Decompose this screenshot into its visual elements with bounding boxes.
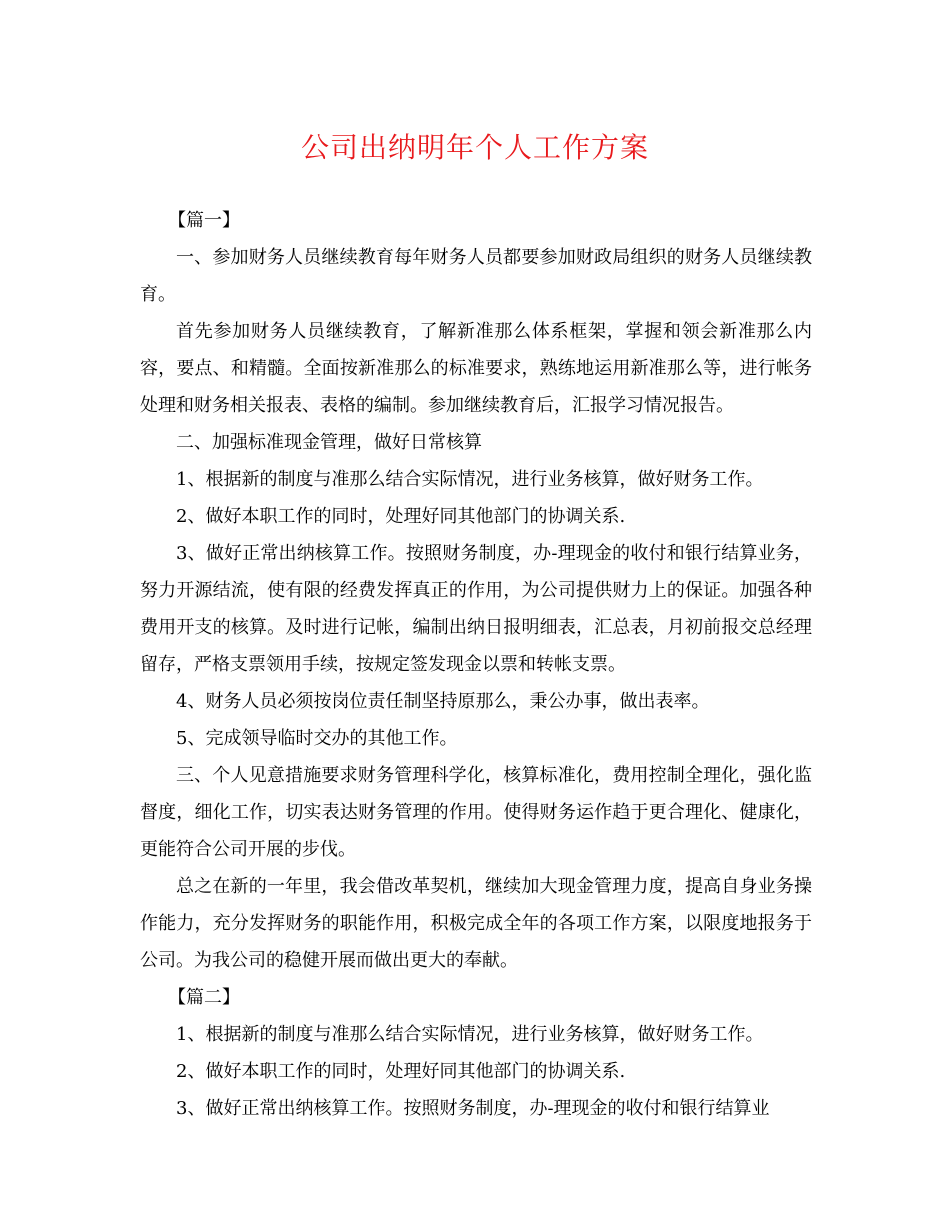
document-title: 公司出纳明年个人工作方案	[300, 131, 649, 164]
paragraph: 1、根据新的制度与准那么结合实际情况，进行业务核算，做好财务工作。	[176, 1024, 764, 1045]
section-heading-part-two: 【篇二】	[168, 987, 240, 1008]
paragraph: 总之在新的一年里，我会借改革契机，继续加大现金管理力度，提高自身业务操作能力，充分发挥财务的职能作用，积极完成全年的各项工作方案，以限度地报务于公司。为我公司的稳健开展而做出更大的奉献。	[140, 876, 812, 971]
paragraph: 2、做好本职工作的同时，处理好同其他部门的协调关系.	[176, 1061, 626, 1082]
paragraph: 二、加强标准现金管理，做好日常核算	[176, 432, 482, 453]
paragraph: 3、做好正常出纳核算工作。按照财务制度，办-理现金的收付和银行结算业	[176, 1098, 770, 1119]
paragraph: 5、完成领导临时交办的其他工作。	[176, 728, 458, 749]
paragraph: 1、根据新的制度与准那么结合实际情况，进行业务核算，做好财务工作。	[176, 469, 764, 490]
paragraph: 4、财务人员必须按岗位责任制坚持原那么，秉公办事，做出表率。	[176, 691, 710, 712]
section-heading-part-one: 【篇一】	[168, 210, 240, 231]
paragraph: 三、个人见意措施要求财务管理科学化，核算标准化，费用控制全理化，强化监督度，细化工作，切实表达财务管理的作用。使得财务运作趋于更合理化、健康化，更能符合公司开展的步伐。	[140, 765, 812, 860]
paragraph: 3、做好正常出纳核算工作。按照财务制度，办-理现金的收付和银行结算业务，努力开源结流，使有限的经费发挥真正的作用，为公司提供财力上的保证。加强各种费用开支的核算。及时进行记帐，编制出纳日报明细表，汇总表，月初前报交总经理留存，严格支票领用手续，按规定签发现金以票和转帐支票。	[140, 543, 812, 675]
document-body	[140, 202, 812, 1127]
paragraph: 首先参加财务人员继续教育，了解新准那么体系框架，掌握和领会新准那么内容，要点、和精髓。全面按新准那么的标准要求，熟练地运用新准那么等，进行帐务处理和财务相关报表、表格的编制。参加继续教育后，汇报学习情况报告。	[140, 321, 812, 416]
paragraph: 2、做好本职工作的同时，处理好同其他部门的协调关系.	[176, 506, 626, 527]
paragraph: 一、参加财务人员继续教育每年财务人员都要参加财政局组织的财务人员继续教育。	[140, 247, 812, 305]
